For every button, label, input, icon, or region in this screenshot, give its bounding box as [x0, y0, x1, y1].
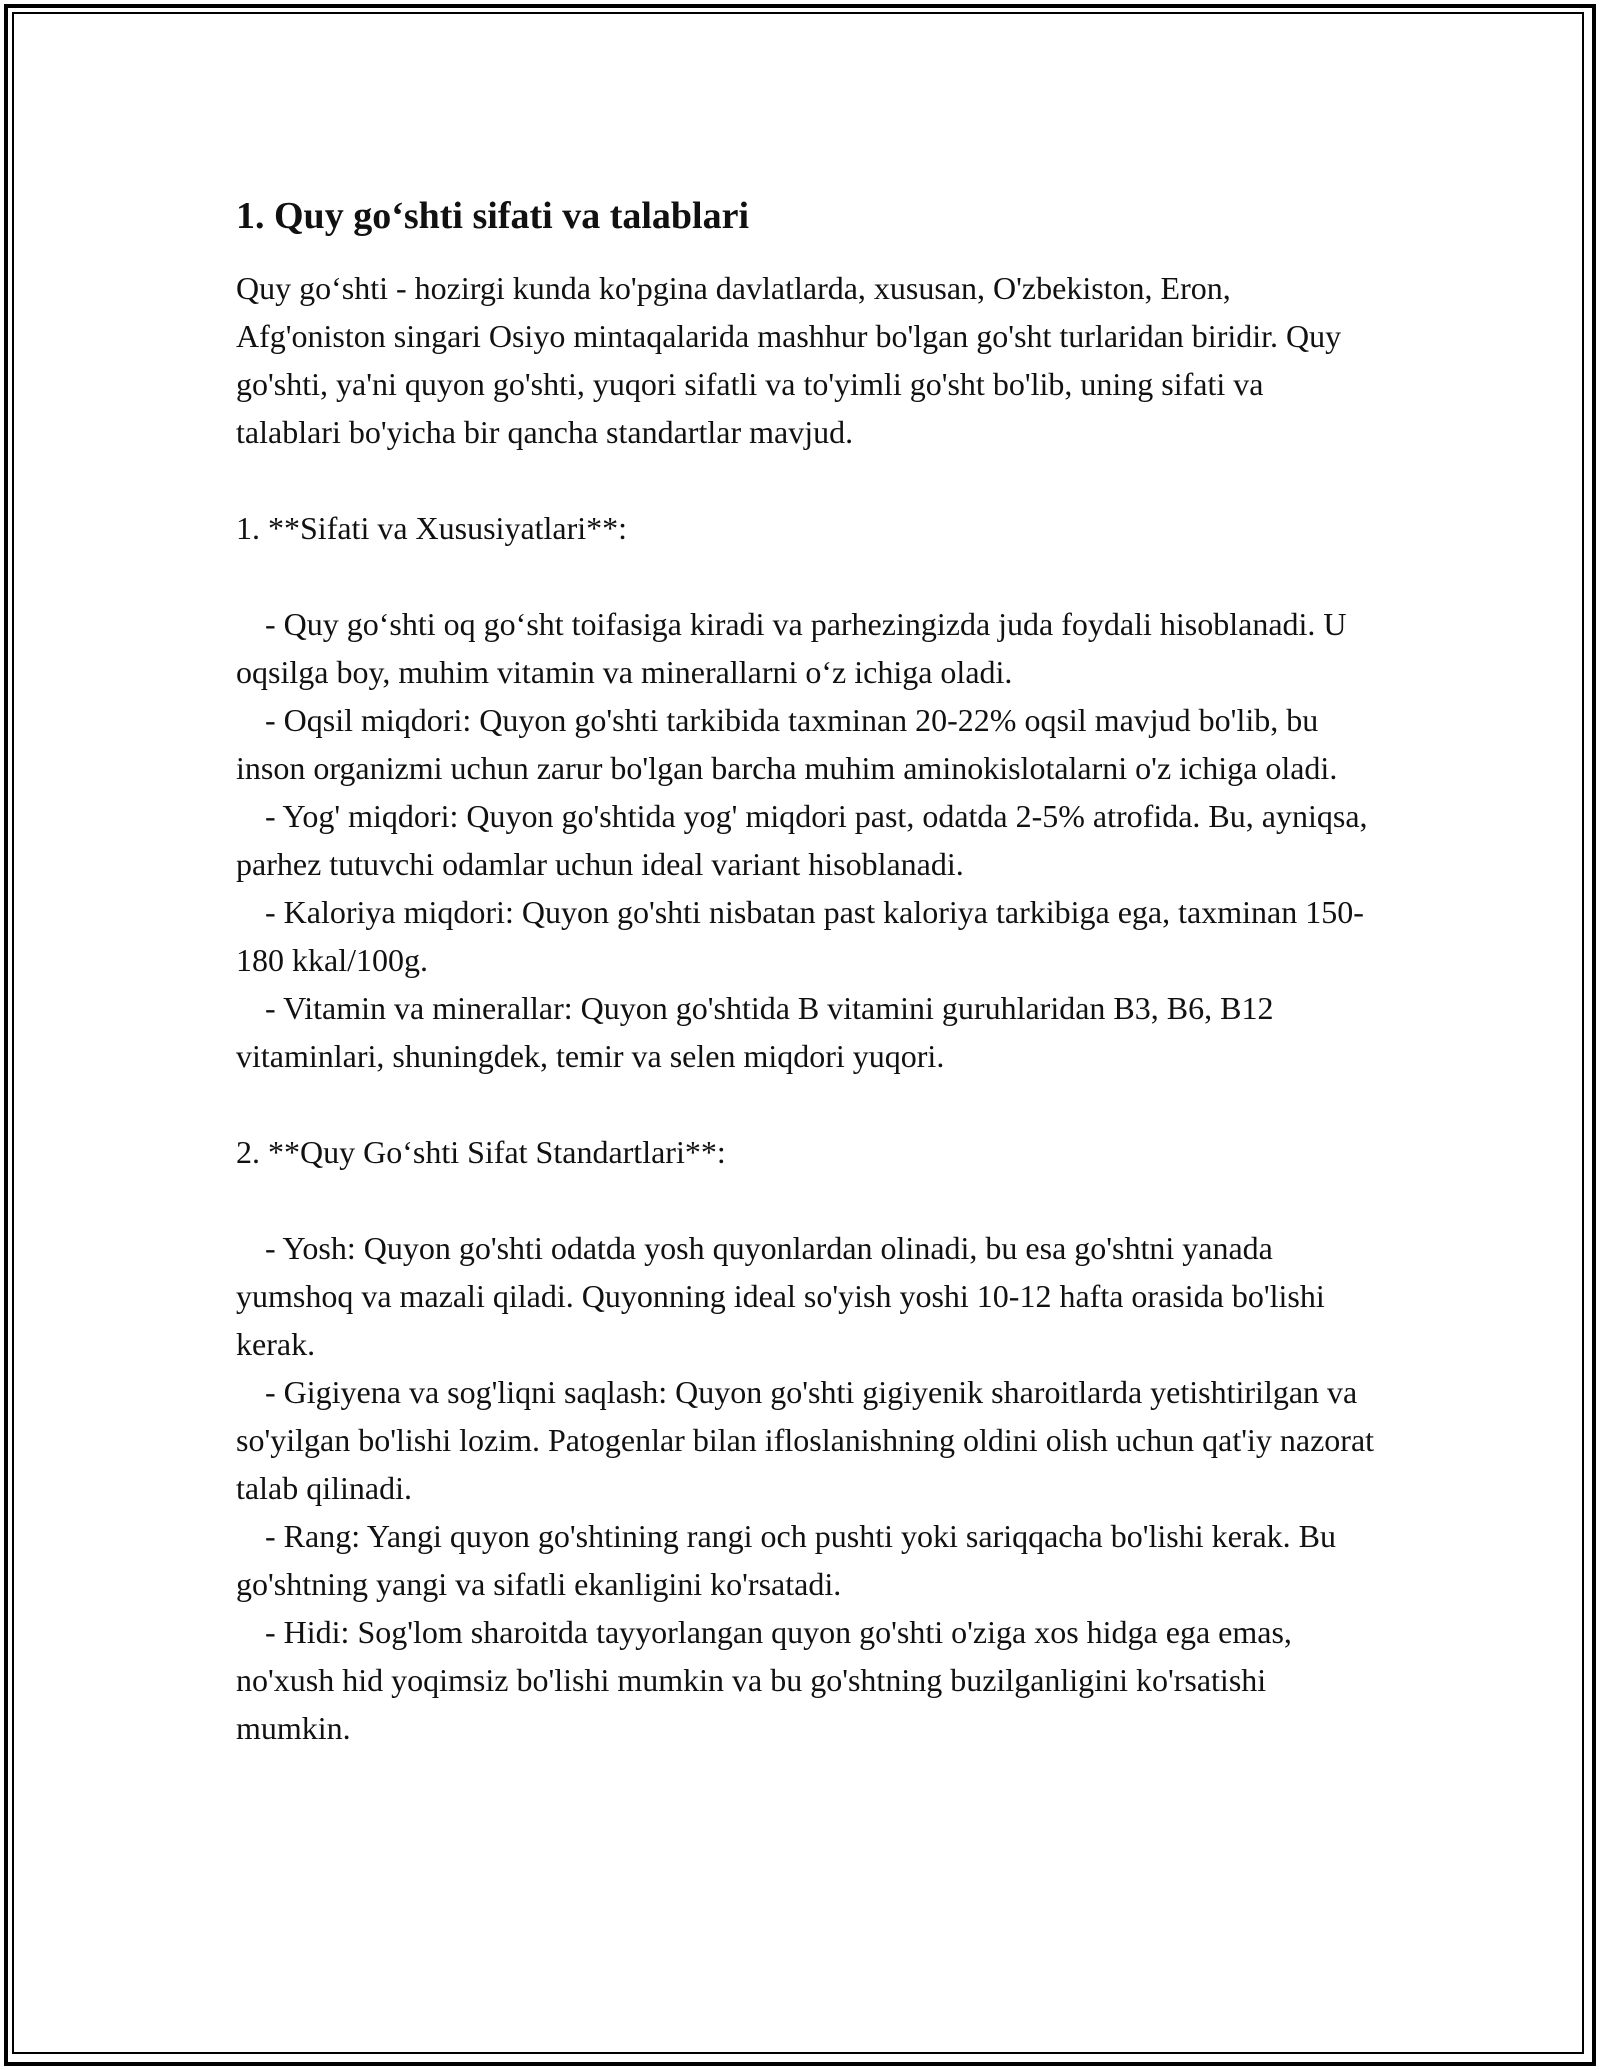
list-item: - Oqsil miqdori: Quyon go'shti tarkibida taxminan 20-22% oqsil mavjud bo'lib, bu inson organizmi uchun zarur bo'lgan barcha muhim aminokislotalarni o'z ichiga oladi.	[236, 702, 1338, 786]
list-item: - Quy go‘shti oq go‘sht toifasiga kiradi va parhezingizda juda foydali hisoblanadi. U oqsilga boy, muhim vitamin va minerallarni o‘z ichiga oladi.	[236, 606, 1347, 690]
intro-paragraph: Quy go‘shti - hozirgi kunda ko'pgina davlatlarda, xususan, O'zbekiston, Eron, Afg'oniston singari Osiyo mintaqalarida mashhur bo'lgan go'sht turlaridan biridir. Quy go'shti, ya'ni quyon go'shti, yuqori sifatli va to'yimli go'sht bo'lib, uning sifati va talablari bo'yicha bir qancha standartlar mavjud.	[236, 270, 1342, 450]
section-heading-standards: 2. **Quy Go‘shti Sifat Standartlari**:	[236, 1134, 726, 1170]
list-item: - Rang: Yangi quyon go'shtining rangi och pushti yoki sariqqacha bo'lishi kerak. Bu go'shtning yangi va sifatli ekanligini ko'rsatadi.	[236, 1518, 1336, 1602]
spacer	[236, 552, 1376, 600]
list-item: - Yosh: Quyon go'shti odatda yosh quyonlardan olinadi, bu esa go'shtni yanada yumshoq va mazali qiladi. Quyonning ideal so'yish yoshi 10-12 hafta orasida bo'lishi kerak.	[236, 1230, 1325, 1362]
list-item: - Yog' miqdori: Quyon go'shtida yog' miqdori past, odatda 2-5% atrofida. Bu, ayniqsa, parhez tutuvchi odamlar uchun ideal variant hisoblanadi.	[236, 798, 1368, 882]
spacer	[236, 1176, 1376, 1224]
list-item: - Kaloriya miqdori: Quyon go'shti nisbatan past kaloriya tarkibiga ega, taxminan 150-180 kkal/100g.	[236, 894, 1364, 978]
list-item: - Hidi: Sog'lom sharoitda tayyorlangan quyon go'shti o'ziga xos hidga ega emas, no'xush hid yoqimsiz bo'lishi mumkin va bu go'shtning buzilganligini ko'rsatishi mumkin.	[236, 1614, 1292, 1746]
section-heading-quality: 1. **Sifati va Xususiyatlari**:	[236, 510, 628, 546]
list-item: - Gigiyena va sog'liqni saqlash: Quyon go'shti gigiyenik sharoitlarda yetishtirilgan va so'yilgan bo'lishi lozim. Patogenlar bilan ifloslanishning oldini olish uchun qat'iy nazorat talab qilinadi.	[236, 1374, 1375, 1506]
document-body	[236, 188, 1376, 1752]
spacer	[236, 456, 1376, 504]
list-item: - Vitamin va minerallar: Quyon go'shtida B vitamini guruhlaridan B3, B6, B12 vitaminlari, shuningdek, temir va selen miqdori yuqori.	[236, 990, 1274, 1074]
spacer	[236, 1080, 1376, 1128]
document-title: 1. Quy go‘shti sifati va talablari	[236, 195, 750, 237]
